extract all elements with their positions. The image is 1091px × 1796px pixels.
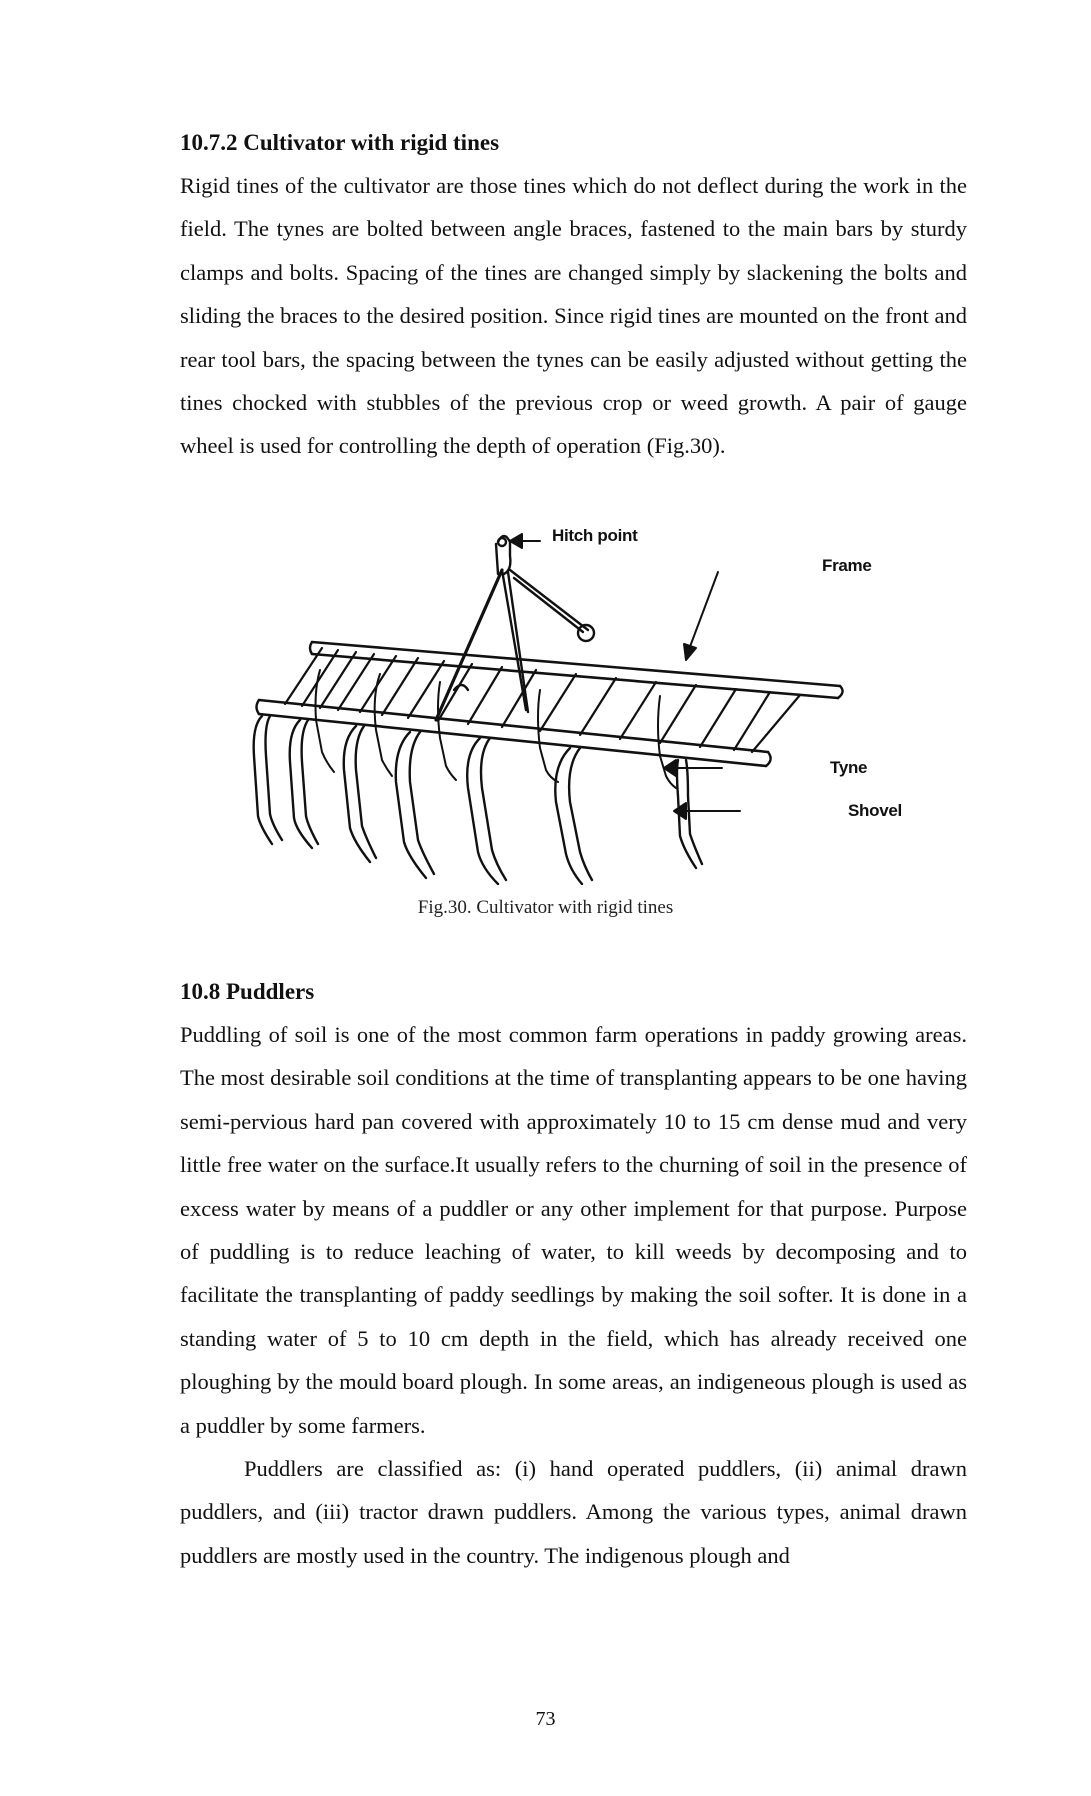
- label-shovel: Shovel: [848, 801, 902, 820]
- section-heading: 10.8 Puddlers: [180, 979, 315, 1004]
- figure-caption: Fig.30. Cultivator with rigid tines: [417, 897, 674, 918]
- figure-cultivator-diagram: [240, 520, 940, 885]
- body-paragraph: Puddlers are classified as: (i) hand operated puddlers, (ii) animal drawn puddlers, and (iii) tractor drawn puddlers. Among the various types, animal drawn puddlers are mostly used in the country. The indigenous plough and: [180, 1456, 967, 1568]
- label-tyne: Tyne: [830, 758, 868, 777]
- label-frame: Frame: [822, 556, 872, 575]
- section-heading: 10.7.2 Cultivator with rigid tines: [180, 130, 500, 155]
- body-paragraph: Puddling of soil is one of the most common farm operations in paddy growing areas. The most desirable soil conditions at the time of transplanting appears to be one having semi-pervious hard pan covered with approximately 10 to 15 cm dense mud and very little free water on the surface.It usually refers to the churning of soil in the presence of excess water by means of a puddler or any other implement for that purpose. Purpose of puddling is to reduce leaching of water, to kill weeds by decomposing and to facilitate the transplanting of paddy seedlings by making the soil softer. It is done in a standing water of 5 to 10 cm depth in the field, which has already received one ploughing by the mould board plough. In some areas, an indigeneous plough is used as a puddler by some farmers.: [180, 1022, 967, 1438]
- section-puddlers: [180, 977, 967, 1577]
- page-number: 73: [535, 1708, 556, 1730]
- body-paragraph: Rigid tines of the cultivator are those tines which do not deflect during the work in the field. The tynes are bolted between angle braces, fastened to the main bars by sturdy clamps and bolts. Spacing of the tines are changed simply by slackening the bolts and sliding the braces to the desired position. Since rigid tines are mounted on the front and rear tool bars, the spacing between the tynes can be easily adjusted without getting the tines chocked with stubbles of the previous crop or weed growth. A pair of gauge wheel is used for controlling the depth of operation (Fig.30).: [180, 173, 967, 459]
- label-hitch-point: Hitch point: [552, 526, 638, 545]
- section-cultivator-rigid-tines: [180, 128, 967, 468]
